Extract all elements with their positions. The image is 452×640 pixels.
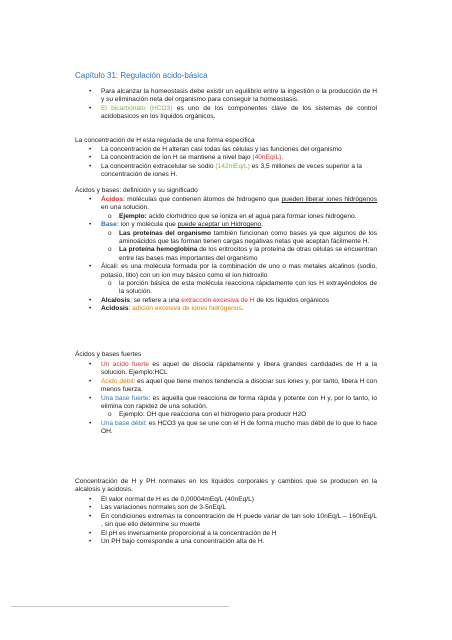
normal-list xyxy=(101,496,377,546)
normal-bullet-4: • El pH es inversamente proporcional a la concentración de H xyxy=(101,530,377,538)
alcalosis-definition: • Alcalosis: se refiere a una extracción excesiva de H de los líquidos orgánicos xyxy=(101,297,377,305)
normal-bullet-2: • Las variaciones normales son de 3-5nEq/L xyxy=(101,504,377,512)
normal-bullet-3: • En condiciones extremas la concentración de H puede variar de tan solo 10nEq/L – 160nEq/L , sin que ello determine su muerte xyxy=(101,513,377,530)
acids-heading: Ácidos y bases: definición y su significado xyxy=(75,187,198,194)
concentration-heading: La concentración de H esta regulada de una forma especifica xyxy=(75,137,255,144)
concentration-list xyxy=(101,146,377,180)
conc-bullet-2: • La concentración de ion H se mantiene a nivel bajo (40nEq/L). xyxy=(101,154,377,162)
strong-base-example: o Ejemplo: OH que reacciona con el hidrogeno para producir H2O xyxy=(119,411,377,419)
strong-acid: • Un acido fuerte es aquel de disocia rápidamente y libera grandes cantidades de H a la solución. Ejemplo:HCL xyxy=(101,361,377,378)
strong-list xyxy=(101,361,377,437)
acidosis-definition: • Acidosis: adición excesiva de iones hidrógenos. xyxy=(101,305,377,313)
base-definition: • Base: ion y molécula que puede aceptar un Hidrogeno. xyxy=(101,221,377,229)
intro-bullet-1: • Para alcanzar la homeostasis debe existir un equilibrio entre la ingestión o la producción de H y su eliminación neta del organismo para conseguir la homeostasis. xyxy=(101,88,377,105)
acid-example-wrap xyxy=(101,213,377,221)
strong-base-sublist xyxy=(101,411,377,419)
intro-bullet-2: • El bicarbonato (HCO3) es uno de los componentes clave de los sistemas de control acidobasicos en los líquidos orgánicos. xyxy=(101,105,377,122)
base-sublist xyxy=(101,230,377,264)
base-term: Base: xyxy=(101,221,119,229)
normal-bullet-5: • Un PH bajo corresponde a una concentración alta de H. xyxy=(101,538,377,546)
bicarbonate-term: El bicarbonato (HCO3) xyxy=(101,104,173,112)
acid-definition: • Ácidos: moléculas que contienen átomos de hidrogeno que pueden liberar iones hidrógenos en una solución. xyxy=(101,196,377,213)
normal-heading: Concentración de H y PH normales en los líquidos corporales y cambios que se producen en la alcalosis y acidosis. xyxy=(75,478,377,494)
sodium-value: (142mEq/L) xyxy=(215,162,250,170)
strong-base: • Una base fuerte: es aquella que reacciona de forma rápida y potente con H y, por lo tanto, lo elimina con rapidez de una solución. xyxy=(101,395,377,412)
base-sub-proteins: o Las proteínas del organismo también funcionan como bases ya que algunos de los aminoácidos que las forman tienen cargas negativas netas que aceptan fácilmente H. xyxy=(119,230,377,247)
alcali-definition: • Álcali: es una molécula formada por la combinación de uno o mas metales alcalinos (sodio, potasio, litio) con un ion muy básico como el ion hidroxilo xyxy=(101,263,377,280)
strong-heading: Ácidos y bases fuertes xyxy=(75,351,142,358)
base-sub-hemoglobin: o La proteína hemoglobina de los eritrocitos y la proteína de otras células se encuentran entre las bases mas importantes del organismo xyxy=(119,246,377,263)
conc-bullet-1: • La concentración de H alteran casi todas las células y las funciones del organismo xyxy=(101,146,377,154)
acid-term: Ácidos xyxy=(101,196,123,203)
chapter-title: Capítulo 31: Regulación acido-básica xyxy=(75,71,208,80)
h-level-value: (40nEq/L). xyxy=(252,154,284,162)
acid-example: o Ejemplo: acido clorhídrico que se ioniza en el agua para formar iones hidrogeno. xyxy=(119,213,377,221)
footer-divider xyxy=(11,606,229,607)
conc-bullet-3: • La concentración extracelular se sodio (142mEq/L) es 3,5 millones de veces superior a la concentración de iones H. xyxy=(101,163,377,180)
weak-acid: • Acido débil: es aquel que tiene menos tendencia a disociar sus iones y, por tanto, libera H con menos fuerza. xyxy=(101,378,377,395)
acids-list xyxy=(101,196,377,314)
alcali-sub: o la porción básica de esta molécula reacciona rápidamente con los H extrayéndolos de la solución. xyxy=(119,280,377,297)
normal-bullet-1: • El valor normal de H es de 0,00004mEq/L (40nEq/L) xyxy=(101,496,377,504)
weak-base: • Una base débil: es HCO3 ya que se une con el H de forma mucho mas débil de lo que lo hace OH. xyxy=(101,420,377,437)
alcali-sublist xyxy=(101,280,377,297)
intro-list xyxy=(101,88,377,122)
